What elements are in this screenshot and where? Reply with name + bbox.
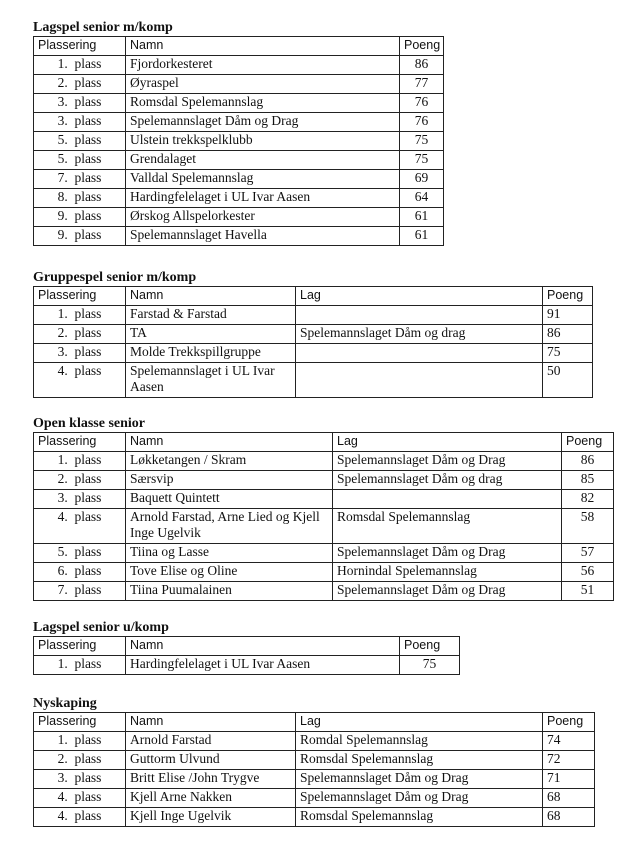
score: 64 — [400, 189, 444, 208]
header-poeng: Poeng — [400, 637, 460, 656]
team: Romsdal Spelemannslag — [333, 509, 562, 544]
placement: 2. plass — [34, 471, 126, 490]
section-lagspel-senior-u-komp — [33, 620, 460, 675]
team — [333, 490, 562, 509]
placement: 9. plass — [34, 227, 126, 246]
score: 58 — [562, 509, 614, 544]
placement: 1. plass — [34, 56, 126, 75]
placement: 7. plass — [34, 170, 126, 189]
table-row — [34, 208, 444, 227]
team: Spelemannslaget Dåm og drag — [333, 471, 562, 490]
name: Kjell Inge Ugelvik — [126, 808, 296, 827]
placement: 2. plass — [34, 325, 126, 344]
placement: 4. plass — [34, 363, 126, 398]
score: 86 — [400, 56, 444, 75]
results-table — [33, 36, 444, 246]
placement: 9. plass — [34, 208, 126, 227]
table-row — [34, 132, 444, 151]
header-poeng: Poeng — [543, 287, 593, 306]
name: Ulstein trekkspelklubb — [126, 132, 400, 151]
table-row — [34, 94, 444, 113]
section-title: Open klasse senior — [33, 416, 146, 431]
score: 71 — [543, 770, 595, 789]
placement: 5. plass — [34, 151, 126, 170]
team: Spelemannslaget Dåm og Drag — [296, 789, 543, 808]
table-row — [34, 75, 444, 94]
score: 75 — [400, 656, 460, 675]
score: 56 — [562, 563, 614, 582]
name: Britt Elise /John Trygve — [126, 770, 296, 789]
header-poeng: Poeng — [562, 433, 614, 452]
table-row — [34, 113, 444, 132]
section-title: Gruppespel senior m/komp — [33, 270, 197, 285]
score: 69 — [400, 170, 444, 189]
header-lag: Lag — [296, 287, 543, 306]
score: 61 — [400, 208, 444, 227]
score: 68 — [543, 808, 595, 827]
score: 72 — [543, 751, 595, 770]
score: 77 — [400, 75, 444, 94]
score: 57 — [562, 544, 614, 563]
name: Tiina og Lasse — [126, 544, 333, 563]
name: Tiina Puumalainen — [126, 582, 333, 601]
table-row — [34, 306, 593, 325]
name: Hardingfelelaget i UL Ivar Aasen — [126, 656, 400, 675]
table-row — [34, 808, 595, 827]
placement: 4. plass — [34, 509, 126, 544]
name: Baquett Quintett — [126, 490, 333, 509]
placement: 3. plass — [34, 490, 126, 509]
header-namn: Namn — [126, 37, 400, 56]
score: 68 — [543, 789, 595, 808]
placement: 4. plass — [34, 789, 126, 808]
results-table — [33, 712, 595, 827]
header-poeng: Poeng — [543, 713, 595, 732]
table-row — [34, 325, 593, 344]
score: 75 — [543, 344, 593, 363]
header-row — [34, 287, 593, 306]
header-lag: Lag — [333, 433, 562, 452]
table-row — [34, 363, 593, 398]
header-namn: Namn — [126, 713, 296, 732]
team: Romdal Spelemannslag — [296, 732, 543, 751]
score: 91 — [543, 306, 593, 325]
table-row — [34, 582, 614, 601]
placement: 1. plass — [34, 306, 126, 325]
name: Hardingfelelaget i UL Ivar Aasen — [126, 189, 400, 208]
team: Spelemannslaget Dåm og Drag — [333, 544, 562, 563]
section-gruppespel-senior-m-komp — [33, 270, 593, 398]
placement: 3. plass — [34, 770, 126, 789]
section-open-klasse-senior — [33, 416, 614, 601]
table-row — [34, 227, 444, 246]
table-row — [34, 770, 595, 789]
table-row — [34, 170, 444, 189]
name: Spelemannslaget Havella — [126, 227, 400, 246]
team: Spelemannslaget Dåm og Drag — [333, 582, 562, 601]
placement: 8. plass — [34, 189, 126, 208]
section-title: Lagspel senior m/komp — [33, 20, 173, 35]
placement: 1. plass — [34, 732, 126, 751]
results-table — [33, 432, 614, 601]
score: 61 — [400, 227, 444, 246]
name: Øyraspel — [126, 75, 400, 94]
results-table — [33, 286, 593, 398]
placement: 3. plass — [34, 113, 126, 132]
name: Valldal Spelemannslag — [126, 170, 400, 189]
team: Romsdal Spelemannslag — [296, 751, 543, 770]
table-row — [34, 452, 614, 471]
name: Særsvip — [126, 471, 333, 490]
name: Grendalaget — [126, 151, 400, 170]
name: Ørskog Allspelorkester — [126, 208, 400, 227]
table-row — [34, 509, 614, 544]
team: Spelemannslaget Dåm og Drag — [296, 770, 543, 789]
table-row — [34, 56, 444, 75]
name: Spelemannslaget Dåm og Drag — [126, 113, 400, 132]
name: Romsdal Spelemannslag — [126, 94, 400, 113]
score: 86 — [562, 452, 614, 471]
header-plassering: Plassering — [34, 433, 126, 452]
placement: 1. plass — [34, 452, 126, 471]
header-row — [34, 637, 460, 656]
name: Guttorm Ulvund — [126, 751, 296, 770]
table-row — [34, 563, 614, 582]
header-namn: Namn — [126, 287, 296, 306]
table-row — [34, 344, 593, 363]
table-row — [34, 490, 614, 509]
header-namn: Namn — [126, 637, 400, 656]
team — [296, 344, 543, 363]
header-plassering: Plassering — [34, 637, 126, 656]
name: Farstad & Farstad — [126, 306, 296, 325]
placement: 4. plass — [34, 808, 126, 827]
name: Kjell Arne Nakken — [126, 789, 296, 808]
score: 86 — [543, 325, 593, 344]
header-row — [34, 37, 444, 56]
name: Arnold Farstad — [126, 732, 296, 751]
placement: 5. plass — [34, 132, 126, 151]
section-title: Nyskaping — [33, 696, 97, 711]
header-namn: Namn — [126, 433, 333, 452]
score: 75 — [400, 132, 444, 151]
placement: 3. plass — [34, 94, 126, 113]
table-row — [34, 151, 444, 170]
team: Spelemannslaget Dåm og Drag — [333, 452, 562, 471]
name: Molde Trekkspillgruppe — [126, 344, 296, 363]
header-plassering: Plassering — [34, 713, 126, 732]
team: Romsdal Spelemannslag — [296, 808, 543, 827]
header-lag: Lag — [296, 713, 543, 732]
section-title: Lagspel senior u/komp — [33, 620, 169, 635]
table-row — [34, 789, 595, 808]
table-row — [34, 471, 614, 490]
placement: 5. plass — [34, 544, 126, 563]
table-row — [34, 656, 460, 675]
name: TA — [126, 325, 296, 344]
placement: 2. plass — [34, 751, 126, 770]
team: Hornindal Spelemannslag — [333, 563, 562, 582]
table-row — [34, 751, 595, 770]
score: 74 — [543, 732, 595, 751]
name: Fjordorkesteret — [126, 56, 400, 75]
team — [296, 306, 543, 325]
name: Spelemannslaget i UL Ivar Aasen — [126, 363, 296, 398]
team — [296, 363, 543, 398]
placement: 6. plass — [34, 563, 126, 582]
placement: 3. plass — [34, 344, 126, 363]
section-lagspel-senior-m-komp — [33, 20, 444, 246]
score: 75 — [400, 151, 444, 170]
placement: 2. plass — [34, 75, 126, 94]
header-row — [34, 433, 614, 452]
section-nyskaping — [33, 696, 595, 827]
score: 85 — [562, 471, 614, 490]
placement: 1. plass — [34, 656, 126, 675]
score: 82 — [562, 490, 614, 509]
name: Tove Elise og Oline — [126, 563, 333, 582]
name: Arnold Farstad, Arne Lied og Kjell Inge Ugelvik — [126, 509, 333, 544]
table-row — [34, 544, 614, 563]
name: Løkketangen / Skram — [126, 452, 333, 471]
score: 76 — [400, 94, 444, 113]
team: Spelemannslaget Dåm og drag — [296, 325, 543, 344]
table-row — [34, 189, 444, 208]
score: 50 — [543, 363, 593, 398]
score: 51 — [562, 582, 614, 601]
score: 76 — [400, 113, 444, 132]
header-row — [34, 713, 595, 732]
results-table — [33, 636, 460, 675]
header-plassering: Plassering — [34, 287, 126, 306]
header-poeng: Poeng — [400, 37, 444, 56]
placement: 7. plass — [34, 582, 126, 601]
table-row — [34, 732, 595, 751]
header-plassering: Plassering — [34, 37, 126, 56]
